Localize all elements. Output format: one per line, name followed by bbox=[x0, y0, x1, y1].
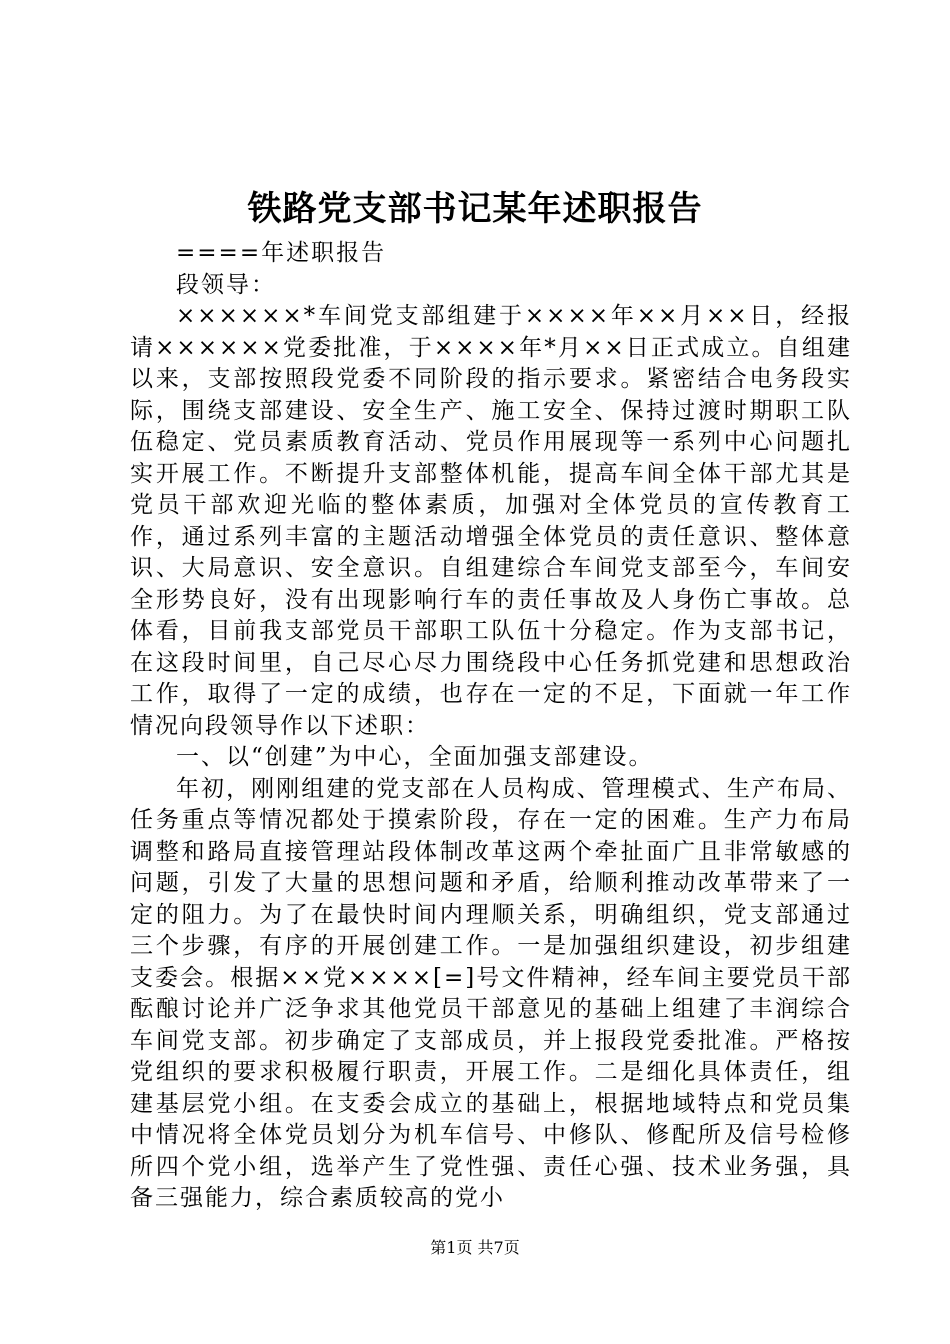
body-paragraph: ××××××*车间党支部组建于××××年××月××日，经报请××××××党委批准，于××××年*月××日正式成立。自组建以来，支部按照段党委不同阶段的指示要求。紧密结合电务段实际，围绕支部建设、安全生产、施工安全、保持过渡时期职工队伍稳定、党员素质教育活动、党员作用展现等一系列中心问题扎实开展工作。不断提升支部整体机能，提高车间全体干部尤其是党员干部欢迎光临的整体素质，加强对全体党员的宣传教育工作，通过系列丰富的主题活动增强全体党员的责任意识、整体意识、大局意识、安全意识。自组建综合车间党支部至今，车间安全形势良好，没有出现影响行车的责任事故及人身伤亡事故。总体看，目前我支部党员干部职工队伍十分稳定。作为支部书记，在这段时间里，自己尽心尽力围绕段中心任务抓党建和思想政治工作，取得了一定的成绩，也存在一定的不足，下面就一年工作情况向段领导作以下述职： bbox=[130, 303, 852, 739]
section-heading: 一、以“创建”为中心，全面加强支部建设。 bbox=[176, 744, 654, 770]
salutation: 段领导： bbox=[176, 271, 276, 298]
page-footer: 第1页 共7页 bbox=[430, 1238, 520, 1257]
body-paragraph: 年初，刚刚组建的党支部在人员构成、管理模式、生产布局、任务重点等情况都处于摸索阶段，存在一定的困难。生产力布局调整和路局直接管理站段体制改革这两个牵扯面广且非常敏感的问题，引发了大量的思想问题和矛盾，给顺利推动改革带来了一定的阻力。为了在最快时间内理顺关系，明确组织，党支部通过三个步骤，有序的开展创建工作。一是加强组织建设，初步组建支委会。根据××党××××[=]号文件精神，经车间主要党员干部酝酿讨论并广泛争求其他党员干部意见的基础上组建了丰润综合车间党支部。初步确定了支部成员，并上报段党委批准。严格按党组织的要求积极履行职责，开展工作。二是细化具体责任，组建基层党小组。在支委会成立的基础上，根据地域特点和党员集中情况将全体党员划分为机车信号、中修队、修配所及信号检修所四个党小组，选举产生了党性强、责任心强、技术业务强，具备三强能力，综合素质较高的党小 bbox=[130, 775, 852, 1211]
report-heading-line: ====年述职报告 bbox=[176, 240, 387, 266]
document-body bbox=[130, 238, 852, 1215]
document-title: 铁路党支部书记某年述职报告 bbox=[247, 189, 703, 229]
